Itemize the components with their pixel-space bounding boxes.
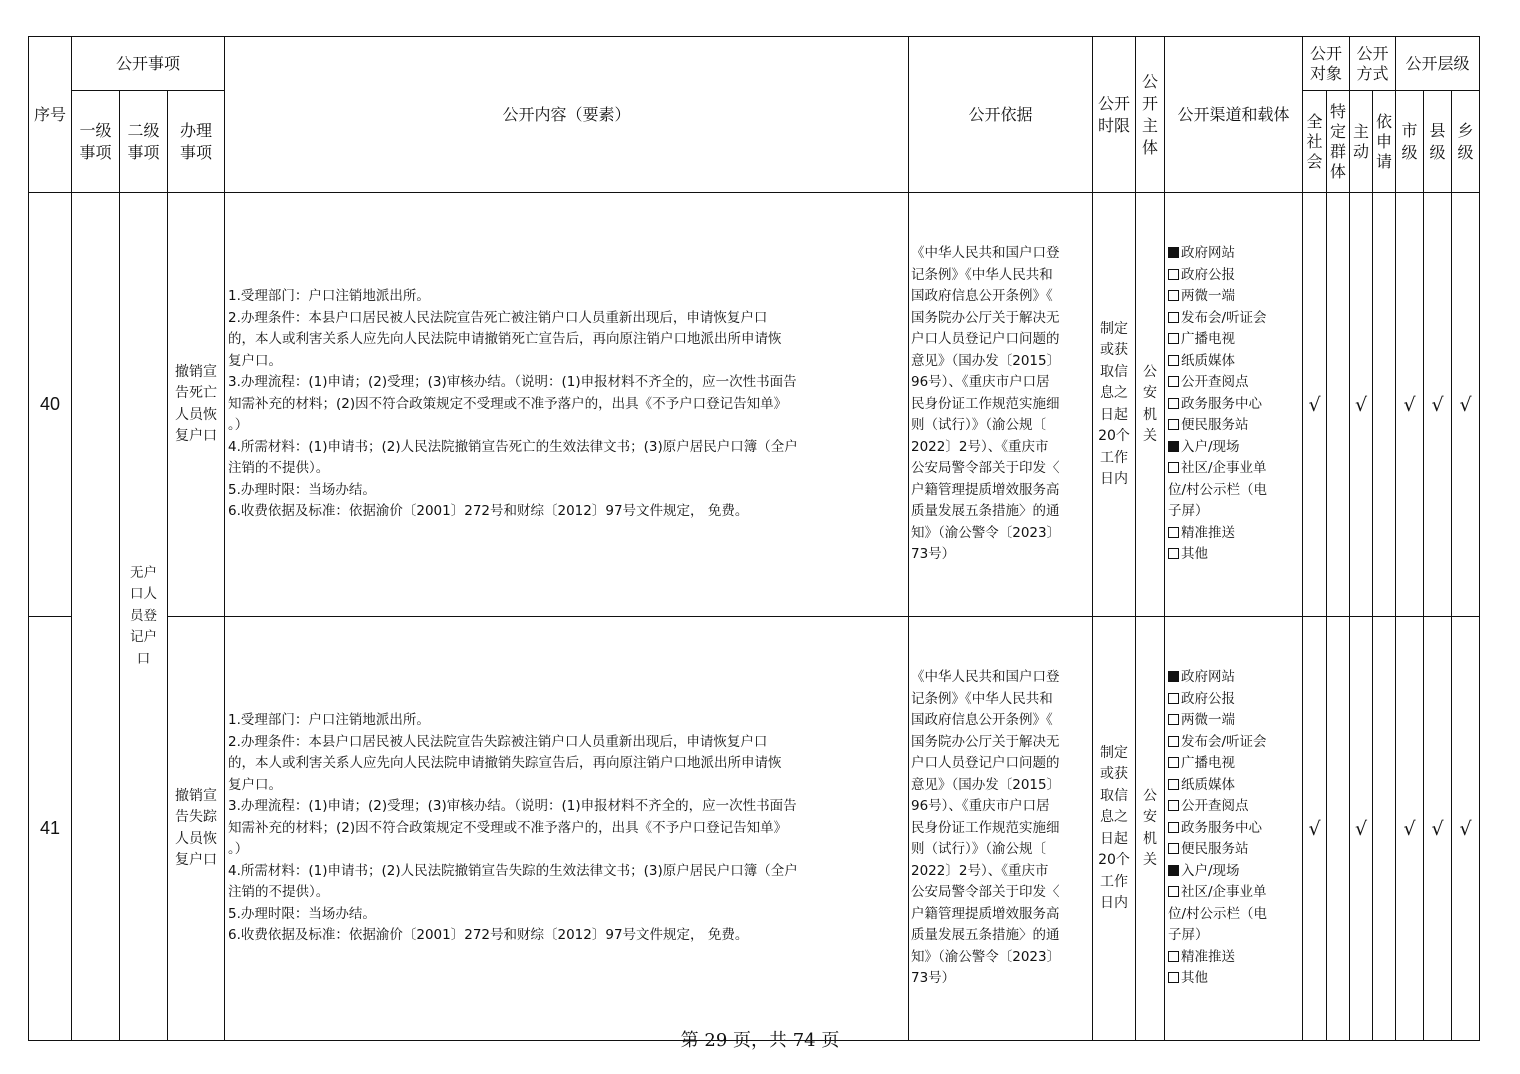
row-basis: 《中华人民共和国户口登 记条例》《中华人民共和 国政府信息公开条例》《 国务院办公厅关于解决无 户口人员登记户口问题的 意见》（国办发〔2015〕 96号）、《重庆市户口居 民身份证工作规范实施细 则（试行）》（渝公规〔 2022〕2号）、《重庆市 公安局警令部关于印发〈 户籍管理提质增效服务高 质量发展五条措施〉的通 知》（渝公警令〔2023〕 73号）	[909, 193, 1093, 617]
checkbox-empty-icon	[1168, 843, 1179, 854]
row-channels	[1165, 193, 1303, 617]
channel-item: 政务服务中心	[1168, 394, 1299, 416]
channel-item: 两微一端	[1168, 710, 1299, 732]
channel-item-cont: 位/村公示栏（电	[1168, 905, 1268, 922]
channel-item: 政府网站	[1168, 243, 1299, 265]
row-subject: 公 安 机 关	[1136, 617, 1165, 1041]
header-method-request: 依 申 请	[1373, 91, 1396, 193]
channel-item: 其他	[1168, 968, 1299, 990]
channel-item-cont: 位/村公示栏（电	[1168, 481, 1268, 498]
mark-level-city: √	[1396, 193, 1424, 617]
mark-level-county: √	[1424, 617, 1452, 1041]
channel-item: 纸质媒体	[1168, 351, 1299, 373]
channel-item: 发布会/听证会	[1168, 308, 1299, 330]
channel-item: 政府公报	[1168, 689, 1299, 711]
checkbox-empty-icon	[1168, 757, 1179, 768]
header-level-town: 乡 级	[1452, 91, 1480, 193]
channel-item: 两微一端	[1168, 286, 1299, 308]
header-level-city: 市 级	[1396, 91, 1424, 193]
header-subject: 公 开 主 体	[1136, 37, 1165, 193]
row-time-limit: 制定 或获 取信 息之 日起 20个 工作 日内	[1093, 617, 1136, 1041]
row-item-name: 撤销宣 告失踪 人员恢 复户口	[168, 617, 225, 1041]
checkbox-empty-icon	[1168, 290, 1179, 301]
checkbox-empty-icon	[1168, 398, 1179, 409]
channel-item: 精准推送	[1168, 523, 1299, 545]
channel-item: 社区/企事业单	[1168, 458, 1299, 480]
header-time-limit: 公开 时限	[1093, 37, 1136, 193]
checkbox-empty-icon	[1168, 822, 1179, 833]
channel-item: 广播电视	[1168, 753, 1299, 775]
checkbox-empty-icon	[1168, 951, 1179, 962]
checkbox-empty-icon	[1168, 548, 1179, 559]
header-target-all: 全 社 会	[1303, 91, 1327, 193]
mark-target-specific	[1327, 193, 1350, 617]
merged-level1-cell	[72, 193, 120, 1041]
header-method-active: 主 动	[1350, 91, 1373, 193]
row-content: 1.受理部门：户口注销地派出所。 2.办理条件：本县户口居民被人民法院宣告死亡被注销户口人员重新出现后，申请恢复户口 的，本人或利害关系人应先向人民法院申请撤销死亡宣告后，再向原注销户口地派出所申请恢 复户口。 3.办理流程：(1)申请；(2)受理；(3)审核办结。（说明：(1)申报材料不齐全的，应一次性书面告 知需补充的材料；(2)因不符合政策规定不受理或不准予落户的，出具《不予户口登记告知单》 。） 4.所需材料：(1)申请书；(2)人民法院撤销宣告死亡的生效法律文书；(3)原户居民户口簿（全户 注销的不提供）。 5.办理时限：当场办结。 6.收费依据及标准：依据渝价〔2001〕272号和财综〔2012〕97号文件规定， 免费。	[225, 193, 909, 617]
channel-item: 广播电视	[1168, 329, 1299, 351]
header-channels: 公开渠道和载体	[1165, 37, 1303, 193]
row-item-name: 撤销宣 告死亡 人员恢 复户口	[168, 193, 225, 617]
row-basis: 《中华人民共和国户口登 记条例》《中华人民共和 国政府信息公开条例》《 国务院办公厅关于解决无 户口人员登记户口问题的 意见》（国办发〔2015〕 96号）、《重庆市户口居 民身份证工作规范实施细 则（试行）》（渝公规〔 2022〕2号）、《重庆市 公安局警令部关于印发〈 户籍管理提质增效服务高 质量发展五条措施〉的通 知》（渝公警令〔2023〕 73号）	[909, 617, 1093, 1041]
row-seq: 40	[29, 193, 72, 617]
checkbox-empty-icon	[1168, 355, 1179, 366]
mark-method-active: √	[1350, 617, 1373, 1041]
header-basis: 公开依据	[909, 37, 1093, 193]
mark-target-all: √	[1303, 617, 1327, 1041]
checkbox-empty-icon	[1168, 376, 1179, 387]
checkbox-empty-icon	[1168, 779, 1179, 790]
channel-item: 其他	[1168, 544, 1299, 566]
mark-level-town: √	[1452, 617, 1480, 1041]
channel-item: 精准推送	[1168, 947, 1299, 969]
header-level-county: 县 级	[1424, 91, 1452, 193]
row-subject: 公 安 机 关	[1136, 193, 1165, 617]
merged-level2-cell: 无户 口人 员登 记户 口	[120, 193, 168, 1041]
channel-item: 便民服务站	[1168, 415, 1299, 437]
checkbox-checked-icon	[1168, 865, 1179, 876]
mark-level-county: √	[1424, 193, 1452, 617]
disclosure-table	[28, 36, 1480, 1041]
header-method: 公开 方式	[1350, 37, 1396, 91]
checkbox-empty-icon	[1168, 736, 1179, 747]
mark-method-active: √	[1350, 193, 1373, 617]
channel-item-cont: 子屏）	[1168, 927, 1209, 944]
channel-item: 发布会/听证会	[1168, 732, 1299, 754]
header-content: 公开内容（要素）	[225, 37, 909, 193]
channel-item: 政府公报	[1168, 265, 1299, 287]
header-seq: 序号	[29, 37, 72, 193]
mark-level-city: √	[1396, 617, 1424, 1041]
checkbox-empty-icon	[1168, 800, 1179, 811]
channel-item: 便民服务站	[1168, 839, 1299, 861]
checkbox-checked-icon	[1168, 441, 1179, 452]
mark-target-all: √	[1303, 193, 1327, 617]
page-footer: 第 29 页，共 74 页	[680, 1030, 840, 1051]
checkbox-empty-icon	[1168, 419, 1179, 430]
header-level2: 二级 事项	[120, 91, 168, 193]
channel-item: 社区/企事业单	[1168, 882, 1299, 904]
channel-item: 公开查阅点	[1168, 372, 1299, 394]
checkbox-empty-icon	[1168, 693, 1179, 704]
row-time-limit: 制定 或获 取信 息之 日起 20个 工作 日内	[1093, 193, 1136, 617]
checkbox-empty-icon	[1168, 972, 1179, 983]
mark-target-specific	[1327, 617, 1350, 1041]
header-target-specific: 特 定 群 体	[1327, 91, 1350, 193]
checkbox-empty-icon	[1168, 312, 1179, 323]
mark-method-request	[1373, 193, 1396, 617]
header-public-items: 公开事项	[72, 37, 225, 91]
checkbox-empty-icon	[1168, 333, 1179, 344]
header-level: 公开层级	[1396, 37, 1480, 91]
row-seq: 41	[29, 617, 72, 1041]
channel-item: 政务服务中心	[1168, 818, 1299, 840]
channel-item: 入户/现场	[1168, 437, 1299, 459]
channel-item: 政府网站	[1168, 667, 1299, 689]
checkbox-checked-icon	[1168, 247, 1179, 258]
checkbox-empty-icon	[1168, 527, 1179, 538]
mark-method-request	[1373, 617, 1396, 1041]
checkbox-empty-icon	[1168, 269, 1179, 280]
channel-item: 纸质媒体	[1168, 775, 1299, 797]
row-channels	[1165, 617, 1303, 1041]
checkbox-empty-icon	[1168, 714, 1179, 725]
channel-item: 公开查阅点	[1168, 796, 1299, 818]
channel-item: 入户/现场	[1168, 861, 1299, 883]
checkbox-empty-icon	[1168, 886, 1179, 897]
row-content: 1.受理部门：户口注销地派出所。 2.办理条件：本县户口居民被人民法院宣告失踪被注销户口人员重新出现后，申请恢复户口 的，本人或利害关系人应先向人民法院申请撤销失踪宣告后，再向原注销户口地派出所申请恢 复户口。 3.办理流程：(1)申请；(2)受理；(3)审核办结。（说明：(1)申报材料不齐全的，应一次性书面告 知需补充的材料；(2)因不符合政策规定不受理或不准予落户的，出具《不予户口登记告知单》 。） 4.所需材料：(1)申请书；(2)人民法院撤销宣告失踪的生效法律文书；(3)原户居民户口簿（全户 注销的不提供）。 5.办理时限：当场办结。 6.收费依据及标准：依据渝价〔2001〕272号和财综〔2012〕97号文件规定， 免费。	[225, 617, 909, 1041]
header-handle: 办理 事项	[168, 91, 225, 193]
header-level1: 一级 事项	[72, 91, 120, 193]
header-target: 公开 对象	[1303, 37, 1350, 91]
checkbox-empty-icon	[1168, 462, 1179, 473]
mark-level-town: √	[1452, 193, 1480, 617]
channel-item-cont: 子屏）	[1168, 503, 1209, 520]
checkbox-checked-icon	[1168, 671, 1179, 682]
